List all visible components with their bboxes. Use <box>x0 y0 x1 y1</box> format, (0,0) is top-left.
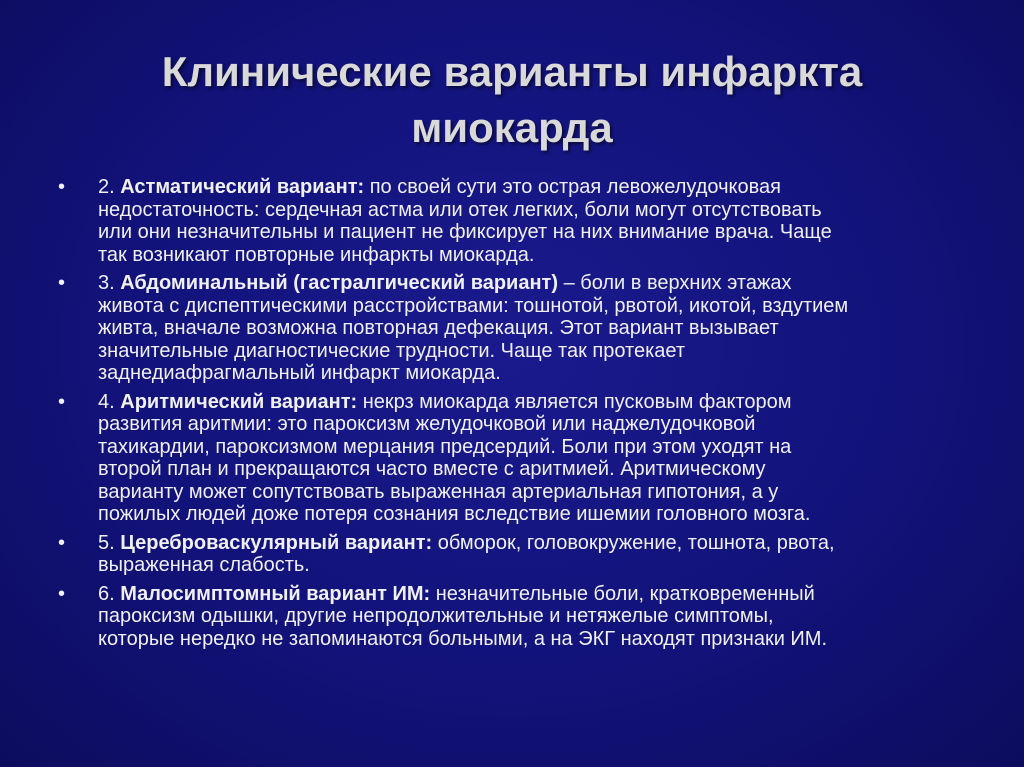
bullet-text-line: 5. Цереброваскулярный вариант: обморок, головокружение, тошнота, рвота, <box>98 531 835 554</box>
bullet-icon: • <box>58 390 66 413</box>
bullet-text-line: выраженная слабость. <box>98 554 310 576</box>
slide-title-line-1: Клинические варианты инфаркта <box>161 48 863 95</box>
bullet-list <box>0 176 1024 656</box>
bullet-text-line: пароксизм одышки, другие непродолжительные и нетяжелые симптомы, <box>98 605 774 627</box>
bullet-heading: Малосимптомный вариант ИМ: <box>120 582 431 605</box>
bullet-text <box>98 583 978 651</box>
bullet-text <box>98 532 978 577</box>
bullet-text-line: недостаточность: сердечная астма или отек легких, боли могут отсутствовать <box>98 198 822 221</box>
bullet-text-line: 6. Малосимптомный вариант ИМ: незначительные боли, кратковременный <box>98 582 815 605</box>
bullet-item <box>0 391 1024 526</box>
bullet-text-line: второй план и прекращаются часто вместе с аритмией. Аритмическому <box>98 458 766 480</box>
bullet-text <box>98 272 978 385</box>
bullet-text <box>98 176 978 266</box>
bullet-item <box>0 272 1024 385</box>
bullet-text-line: значительные диагностические трудности. Чаще так протекает <box>98 339 686 362</box>
bullet-item <box>0 583 1024 651</box>
bullet-text-line: 2. Астматический вариант: по своей сути это острая левожелудочковая <box>98 176 781 198</box>
bullet-heading: Астматический вариант: <box>120 176 365 198</box>
bullet-item <box>0 532 1024 577</box>
bullet-text-line: 3. Абдоминальный (гастралгический вариант) – боли в верхних этажах <box>98 272 792 294</box>
bullet-text-line: варианту может сопутствовать выраженная артериальная гипотония, а у <box>98 480 779 503</box>
bullet-heading: Аритмический вариант: <box>120 390 358 413</box>
bullet-text-line: или они незначительны и пациент не фиксирует на них внимание врача. Чаще <box>98 221 832 243</box>
bullet-text-line: живта, вначале возможна повторная дефекация. Этот вариант вызывает <box>98 317 779 339</box>
bullet-text-line: развития аритмии: это пароксизм желудочковой или наджелудочковой <box>98 413 756 435</box>
bullet-text-line: тахикардии, пароксизмом мерцания предсердий. Боли при этом уходят на <box>98 435 792 458</box>
bullet-text-line: так возникают повторные инфаркты миокарда. <box>98 243 535 266</box>
bullet-item <box>0 176 1024 266</box>
bullet-text-line: живота с диспептическими расстройствами: тошнотой, рвотой, икотой, вздутием <box>98 294 849 317</box>
bullet-text <box>98 391 978 526</box>
bullet-heading: Цереброваскулярный вариант: <box>120 531 433 554</box>
bullet-icon: • <box>58 176 66 198</box>
bullet-icon: • <box>58 531 66 554</box>
bullet-text-line: заднедиафрагмальный инфаркт миокарда. <box>98 362 501 384</box>
bullet-heading: Абдоминальный (гастралгический вариант) <box>120 272 559 294</box>
slide-title <box>0 44 1024 156</box>
bullet-icon: • <box>58 582 66 605</box>
bullet-text-line: 4. Аритмический вариант: некрз миокарда является пусковым фактором <box>98 390 792 413</box>
bullet-icon: • <box>58 272 66 294</box>
slide-title-line-2: миокарда <box>411 104 613 151</box>
bullet-text-line: которые нередко не запоминаются больными, а на ЭКГ находят признаки ИМ. <box>98 627 828 650</box>
bullet-text-line: пожилых людей доже потеря сознания вследствие ишемии головного мозга. <box>98 503 811 525</box>
